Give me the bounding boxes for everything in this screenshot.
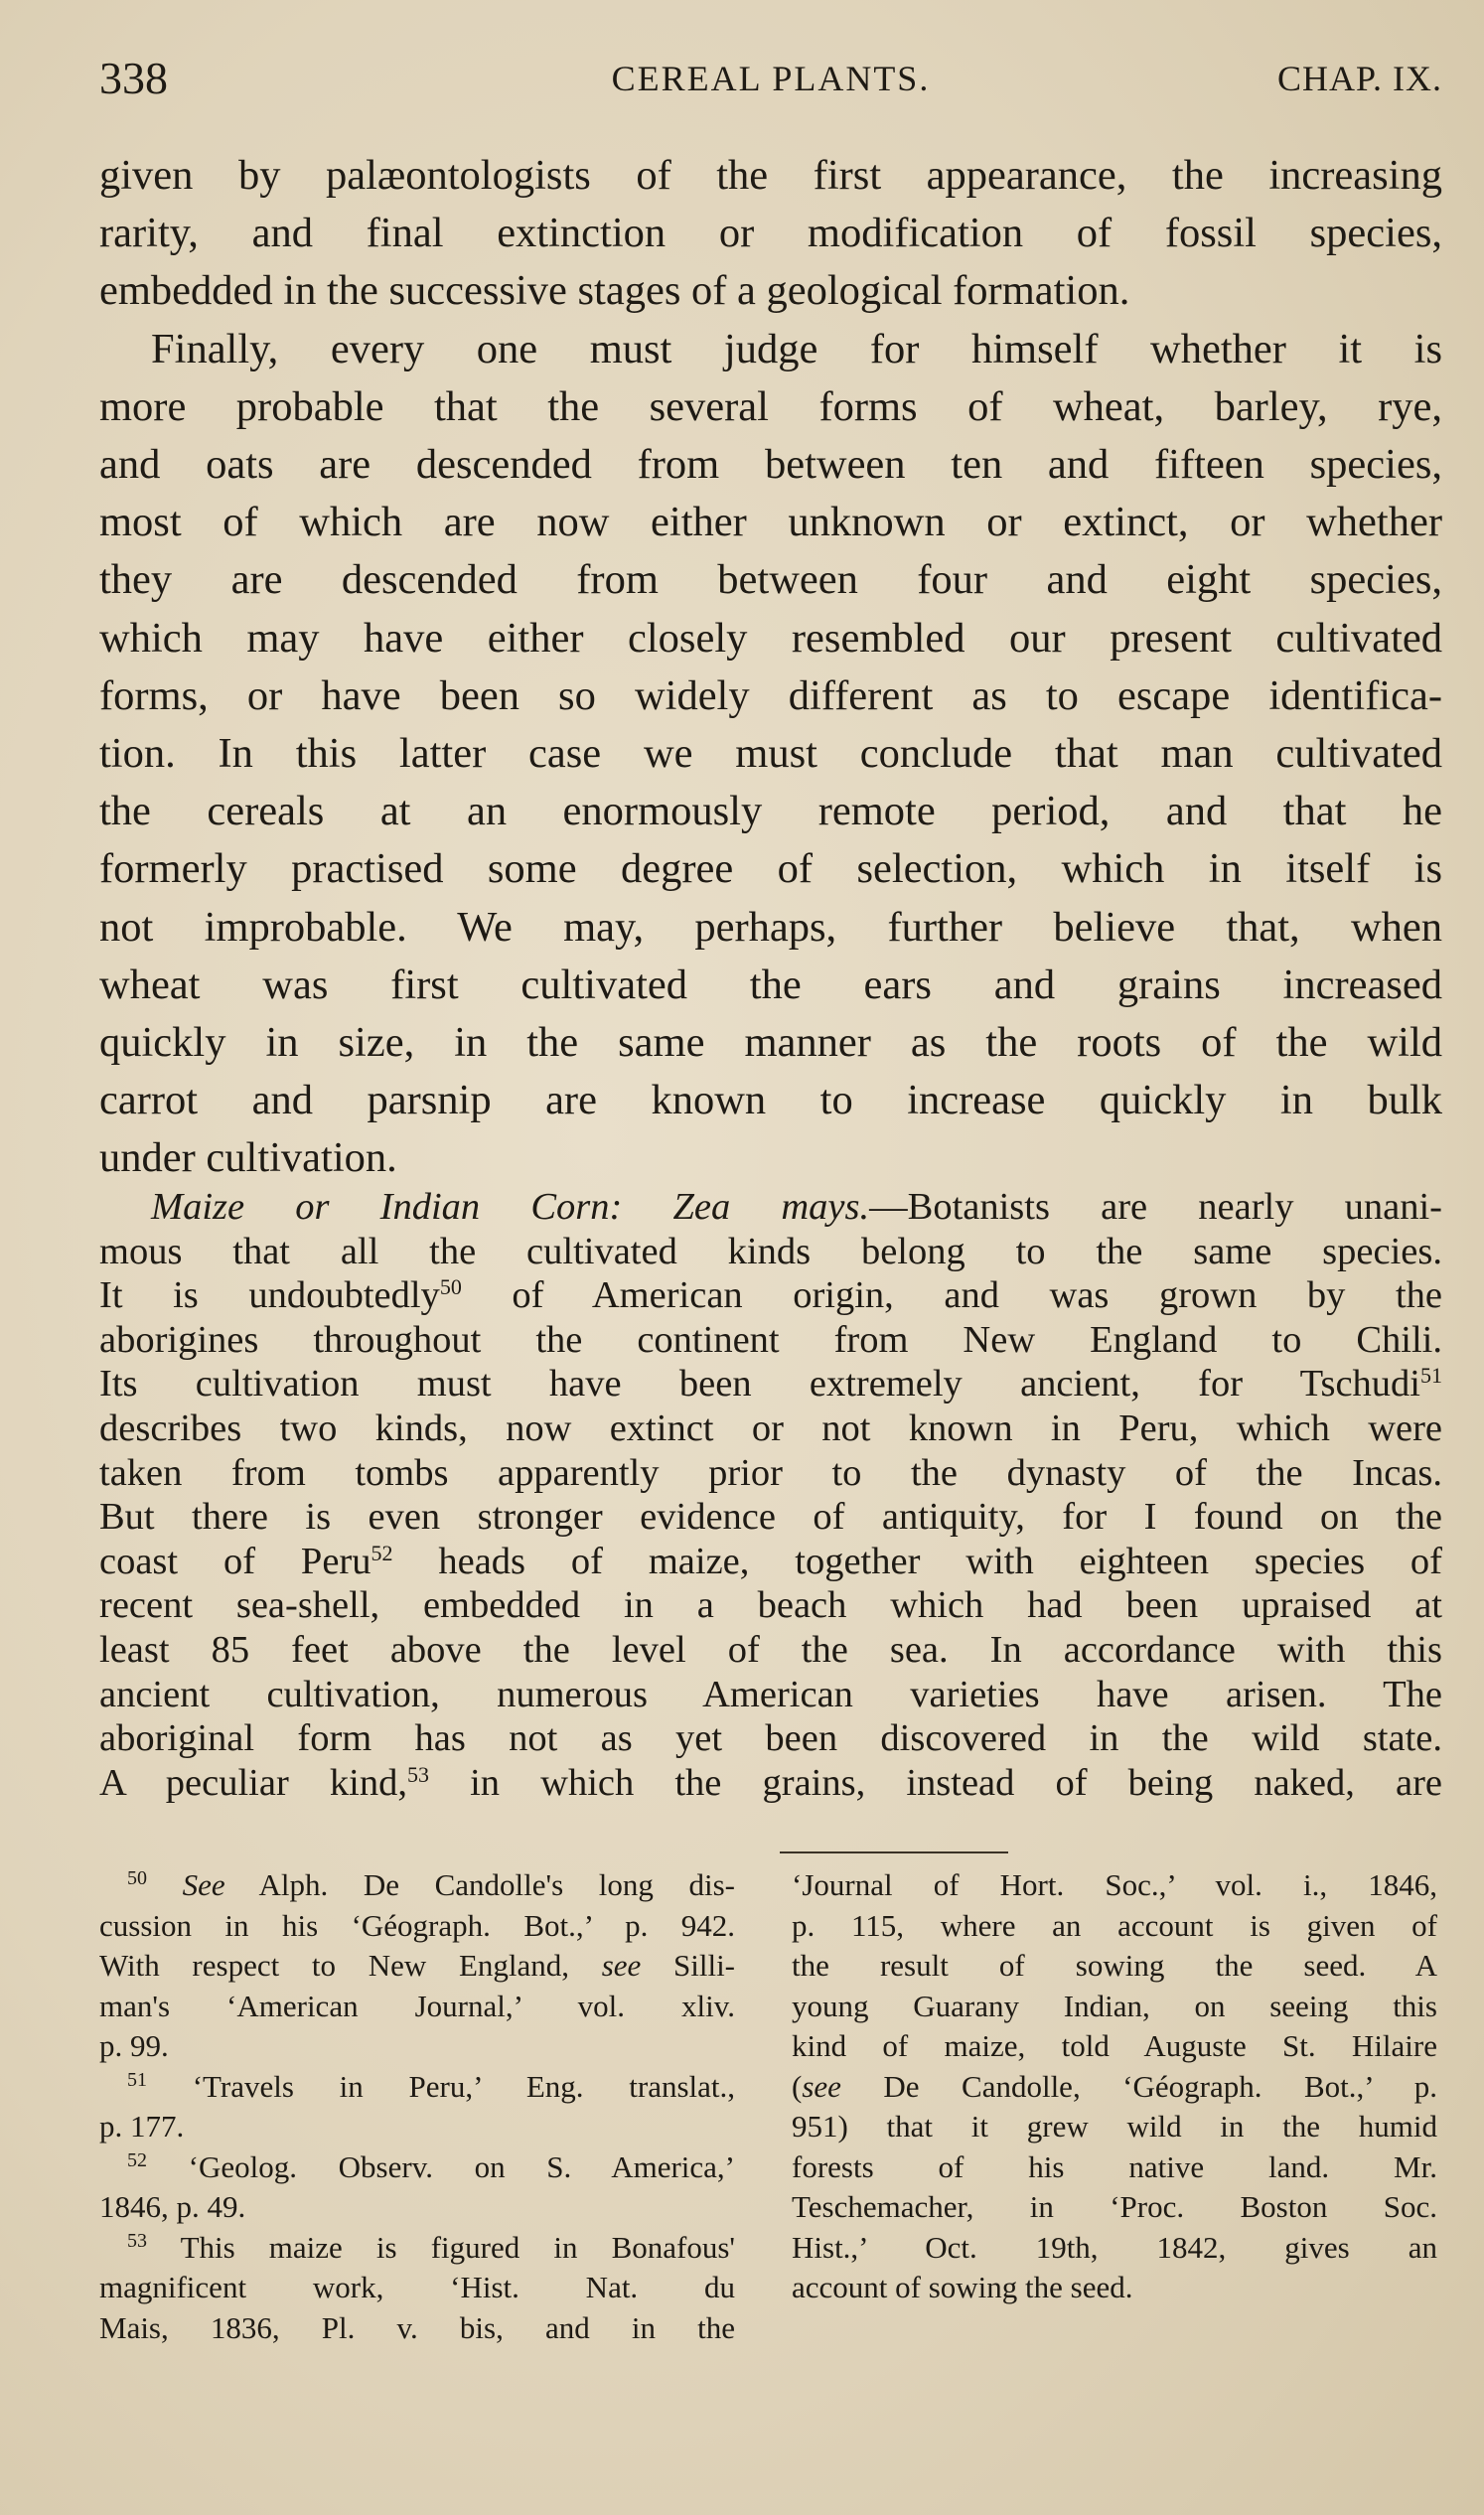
footnote-53: $^{53}$ This maize is figured in Bonafous' <box>127 2229 735 2265</box>
text-line: quickly in size, in the same manner as the roots of the wild <box>99 1019 1442 1067</box>
text-line: Its cultivation must have been extremely ancient, for Tschudi$^{51}$ <box>99 1363 1442 1405</box>
text-line: formerly practised some degree of selection, which in itself is <box>99 845 1442 893</box>
footnote-ref-51[interactable]: 51 <box>1420 1363 1442 1389</box>
text-line: which may have either closely resembled our present cultivated <box>99 614 1442 662</box>
text-line: ancient cultivation, numerous American varieties have arisen. The <box>99 1673 1442 1715</box>
footnote-divider <box>780 1851 1008 1853</box>
text-line: given by palæontologists of the first appearance, the increasing <box>99 152 1442 199</box>
footnote-ref-50[interactable]: 50 <box>439 1274 462 1299</box>
footnote-line: With respect to New England, see Silli- <box>99 1948 736 1983</box>
footnote-line: p. 115, where an account is given of <box>792 1907 1437 1943</box>
footnote-line: 951) that it grew wild in the humid <box>792 2109 1437 2144</box>
text-line: Maize or Indian Corn: Zea mays.—Botanists are nearly unani- <box>151 1186 1442 1228</box>
text-line: wheat was first cultivated the ears and grains increased <box>99 961 1442 1008</box>
text-line: describes two kinds, now extinct or not known in Peru, which were <box>99 1406 1442 1449</box>
footnote-line: man's ‘American Journal,’ vol. xliv. <box>99 1988 735 2023</box>
footnote-51: $^{51}$ ‘Travels in Peru,’ Eng. translat., <box>127 2068 735 2104</box>
footnote-52: $^{52}$ ‘Geolog. Observ. on S. America,’ <box>127 2148 736 2184</box>
footnote-ref-53[interactable]: 53 <box>406 1761 429 1787</box>
text-line: taken from tombs apparently prior to the dynasty of the Incas. <box>99 1451 1442 1494</box>
text-line: they are descended from between four and eight species, <box>99 556 1442 604</box>
chapter-reference: CHAP. IX. <box>1276 59 1442 98</box>
footnote-line: 1846, p. 49. <box>99 2189 246 2224</box>
footnote-line: the result of sowing the seed. A <box>792 1948 1437 1983</box>
footnotes-right-column <box>792 1865 1437 2308</box>
main-text <box>99 147 1442 1188</box>
footnote-line: account of sowing the seed. <box>792 2270 1133 2304</box>
text-line: A peculiar kind,$^{53}$ in which the grains, instead of being naked, are <box>99 1761 1442 1804</box>
text-line: tion. In this latter case we must conclude that man cultivated <box>99 730 1442 778</box>
footnote-line: Mais, 1836, Pl. v. bis, and in the <box>99 2309 735 2345</box>
footnote-line: p. 99. <box>99 2028 169 2063</box>
text-line: aborigines throughout the continent from New England to Chili. <box>99 1318 1442 1361</box>
footnote-line: kind of maize, told Auguste St. Hilaire <box>792 2028 1437 2063</box>
text-line: least 85 feet above the level of the sea. In accordance with this <box>99 1628 1442 1671</box>
footnote-50: $^{50}$ See Alph. De Candolle's long dis- <box>127 1867 736 1902</box>
text-line: But there is even stronger evidence of antiquity, for I found on the <box>99 1496 1442 1539</box>
text-line: rarity, and final extinction or modification of fossil species, <box>99 210 1442 257</box>
footnote-line: (see De Candolle, ‘Géograph. Bot.,’ p. <box>792 2068 1437 2104</box>
footnote-line: cussion in his ‘Géograph. Bot.,’ p. 942. <box>99 1907 735 1943</box>
text-line: aboriginal form has not as yet been discovered in the wild state. <box>99 1717 1442 1760</box>
text-line: coast of Peru$^{52}$ heads of maize, together with eighteen species of <box>99 1540 1442 1582</box>
text-line: carrot and parsnip are known to increase quickly in bulk <box>99 1077 1442 1124</box>
maize-section <box>99 1185 1442 1805</box>
text-line: under cultivation. <box>99 1134 397 1182</box>
text-line: mous that all the cultivated kinds belong to the same species. <box>99 1230 1442 1272</box>
running-head <box>99 52 1442 101</box>
text-line: the cereals at an enormously remote period, and that he <box>99 788 1442 835</box>
footnote-line: forests of his native land. Mr. <box>792 2148 1437 2184</box>
text-line: most of which are now either unknown or extinct, or whether <box>99 499 1442 546</box>
footnote-line: magnificent work, ‘Hist. Nat. du <box>99 2270 735 2304</box>
section-heading: Maize or Indian Corn: Zea mays. <box>151 1186 870 1228</box>
footnote-line: p. 177. <box>99 2109 185 2144</box>
footnote-line: ‘Journal of Hort. Soc.,’ vol. i., 1846, <box>792 1867 1437 1902</box>
text-line: recent sea-shell, embedded in a beach which had been upraised at <box>99 1584 1442 1627</box>
footnotes-left-column <box>99 1865 735 2348</box>
footnote-line: Teschemacher, in ‘Proc. Boston Soc. <box>792 2189 1437 2224</box>
running-title: CEREAL PLANTS. <box>611 59 931 98</box>
footnote-line: young Guarany Indian, on seeing this <box>792 1988 1437 2023</box>
footnote-line: Hist.,’ Oct. 19th, 1842, gives an <box>792 2229 1437 2265</box>
page-number: 338 <box>99 53 168 103</box>
text-line: embedded in the successive stages of a geological formation. <box>99 267 1130 315</box>
footnote-ref-52[interactable]: 52 <box>371 1540 393 1565</box>
text-line: It is undoubtedly$^{50}$ of American origin, and was grown by the <box>99 1274 1442 1317</box>
text-line: more probable that the several forms of wheat, barley, rye, <box>99 382 1442 430</box>
text-line: Finally, every one must judge for himself whether it is <box>151 325 1442 372</box>
text-line: and oats are descended from between ten and fifteen species, <box>99 441 1442 489</box>
text-line: not improbable. We may, perhaps, further believe that, when <box>99 903 1442 951</box>
text-line: forms, or have been so widely different as to escape identifica- <box>99 671 1442 719</box>
